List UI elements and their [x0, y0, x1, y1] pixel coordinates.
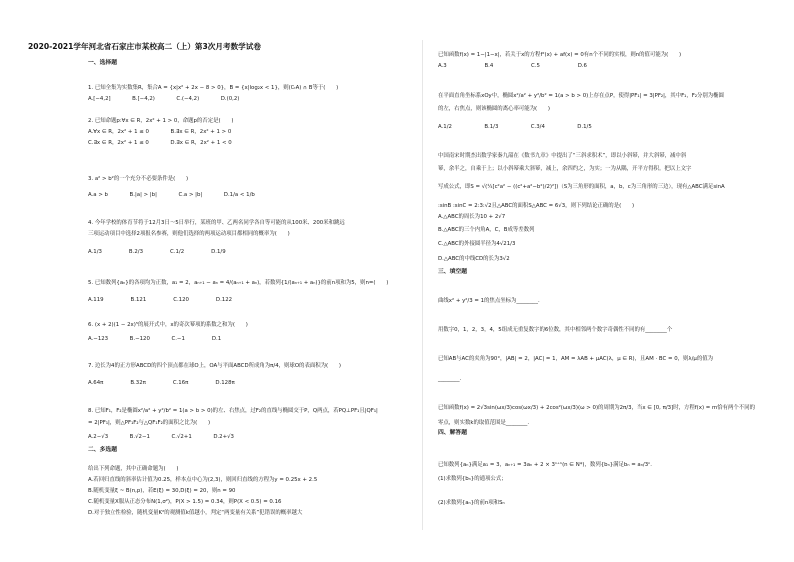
right-text-line: 曲线x² + y²/3 = 1的焦点坐标为________.	[438, 298, 540, 304]
left-text-line: B.随机变量ξ ~ B(n,p)，若E(ξ) = 30,D(ξ) = 20，则n = 90	[88, 488, 236, 494]
right-text-line: 零点，则实数k的取值范围是________.	[438, 420, 530, 426]
right-text-line: (2)求数列{aₙ}的前n项和Sₙ	[438, 500, 505, 506]
left-text-line: A.−123 B.−120 C.−1 D.1	[88, 336, 222, 342]
right-text-line: A.1/2 B.1/3 C.3/4 D.1/5	[438, 124, 592, 130]
left-text-line: A.[−4,2] B.[−4,2) C.(−4,2) D.(0,2)	[88, 96, 240, 102]
right-text-line: 在平面直角坐标系xOy中，椭圆x²/a² + y²/b² = 1(a > b > 0)上存在点P，使得|PF₁| = 3|PF₂|，其中F₁，F₂分别为椭圆	[438, 93, 724, 99]
right-text-line: 三、填空题	[438, 269, 467, 275]
left-text-line: 4. 今年学校的体育节将于12月3日～5日举行，某班的甲、乙两名同学各自等可能的从100米、200米和跳远	[88, 220, 345, 226]
left-text-line: 1. 已知全集为实数集R，集合A = {x|x² + 2x − 8 > 0}，B = {x|log₂x < 1}，则(∁ᵣA) ∩ B等于( )	[88, 85, 339, 91]
left-text-line: A.∀x ∈ R，2x² + 1 ≤ 0 B.∃x ∈ R，2x² + 1 > 0	[88, 129, 232, 135]
left-text-line: 三项运动项目中选择2项报名参赛，则他们选择的两项运动项目都相同的概率为( )	[88, 231, 290, 237]
left-text-line: 6. (x + 2)(1 − 2x)⁵的展开式中，x的奇次幂项的系数之和为( )	[88, 322, 248, 328]
left-text-line: = 2|PF₁|，则△PF₁F₂与△QF₁F₂的面积之比为( )	[88, 420, 211, 426]
right-text-line: C.△ABC的外接圆半径为4√21/3	[438, 241, 516, 247]
right-text-line: 中国南宋时期杰出数学家秦九韶在《数书九章》中提出了“三斜求积术”，即以小斜幂，并大斜幂，减中斜	[438, 153, 687, 159]
left-text-line: 8. 已知F₁，F₂是椭圆x²/a² + y²/b² = 1(a > b > 0)的左、右焦点，过F₂的直线与椭圆交于P，Q两点，若PQ⊥PF₁且|QF₁|	[88, 408, 378, 414]
right-text-line: 已知数列{aₙ}满足a₁ = 3，aₙ₊₁ = 3aₙ + 2 × 3ⁿ⁺¹(n ∈ N*)，数列{bₙ}满足bₙ = aₙ/3ⁿ.	[438, 462, 652, 468]
left-text-line: A.1/3 B.2/3 C.1/2 D.1/9	[88, 249, 226, 255]
right-text-line: 已知函数f(x) = 1−|1−x|，若关于x的方程f²(x) + af(x) = 0有n个不同的实根，则n的值可能为( )	[438, 52, 682, 58]
left-text-line: 2. 已知命题p:∀x ∈ R，2x² + 1 > 0，命题p的否定是( )	[88, 118, 234, 124]
right-text-line: 的左，右焦点，则该椭圆的离心率可能为( )	[438, 106, 551, 112]
right-text-line: B.△ABC的三个内角A，C，B成等差数列	[438, 227, 535, 233]
left-text-line: 一、选择题	[88, 60, 117, 66]
right-text-line: 已知函数f(x) = 2√3sin(ωx/3)cos(ωx/3) + 2cos²(ωx/3)(ω > 0)的周期为2π/3，当x ∈ [0, π/3]时，方程f(x) = m恰有两个不同的	[438, 405, 755, 411]
left-text-line: A.64π B.32π C.16π D.128π	[88, 380, 235, 386]
right-text-line: 用数字0，1，2，3，4，5组成无重复数字的6位数，其中相邻两个数字奇偶性不同的有________个	[438, 327, 673, 333]
right-text-line: :sinB :sinC = 2:3:√2且△ABC的面积S△ABC = 6√3，则下列结论正确的是( )	[438, 203, 635, 209]
left-text-line: A.a > b B.|a| > |b| C.a > |b| D.1/a < 1/b	[88, 192, 255, 198]
left-text-line: C.随机变量X服从正态分布N(1,σ²)，P(X > 1.5) = 0.34，则P(X < 0.5) = 0.16	[88, 499, 282, 505]
left-text-line: 5. 已知数列{aₙ}的各项均为正数，a₁ = 2，aₙ₊₁ − aₙ = 4/(aₙ₊₁ + aₙ)，若数列{1/(aₙ₊₁ + aₙ)}的前n项和为5，则n=( )	[88, 280, 389, 286]
right-text-line: (1)求数列{bₙ}的通项公式；	[438, 476, 507, 482]
left-text-line: A.119 B.121 C.120 D.122	[88, 297, 233, 303]
right-text-line: A.△ABC的周长为10 + 2√7	[438, 214, 506, 220]
right-text-line: D.△ABC的中线CD的长为3√2	[438, 256, 510, 262]
left-text-line: 7. 边长为4的正方形ABCD的四个顶点都在球O上，OA与平面ABCD所成角为π/4，则球O的表面积为( )	[88, 363, 341, 369]
right-text-line: 已知AB与AC的夹角为90°，|AB| = 2，|AC| = 1，AM = λAB + μAC(λ，μ ∈ R)，且AM · BC = 0，则λ/μ的值为	[438, 356, 714, 362]
left-text-line: C.∃x ∈ R，2x² + 1 ≤ 0 D.∃x ∈ R，2x² + 1 < 0	[88, 140, 232, 146]
left-text-line: A.2−√3 B.√2−1 C.√2+1 D.2+√3	[88, 434, 234, 440]
left-text-line: 给出下列命题，其中正确命题为( )	[88, 466, 179, 472]
left-text-line: A.若回归直线的斜率估计值为0.25，样本点中心为(2,3)，则回归直线的方程为y = 0.25x + 2.5	[88, 477, 318, 483]
page-title: 2020-2021学年河北省石家庄市某校高二（上）第3次月考数学试卷	[28, 42, 261, 51]
left-text-line: D.对于独立性检验，随机变量K²的观测值k值越小，判定“两变量有关系”犯错误的概率越大	[88, 510, 303, 516]
right-text-line: 幂，余半之，自乘于上；以小斜幂乘大斜幂，减上，余四约之，为实；一为从隅，开平方得积。把以上文字	[438, 166, 692, 172]
right-text-line: 四、解答题	[438, 430, 467, 436]
right-text-line: A.3 B.4 C.5 D.6	[438, 63, 587, 69]
left-text-line: 二、多选题	[88, 447, 117, 453]
column-divider	[422, 40, 423, 530]
right-text-line: ________.	[438, 376, 462, 382]
right-text-line: 写成公式，即S = √(¼[c²a² − ((c²+a²−b²)/2)²])（S为三角形的面积，a，b，c为三角形的三边），现有△ABC满足sinA	[438, 184, 725, 190]
left-text-line: 3. a² > b²的一个充分不必要条件是( )	[88, 176, 189, 182]
